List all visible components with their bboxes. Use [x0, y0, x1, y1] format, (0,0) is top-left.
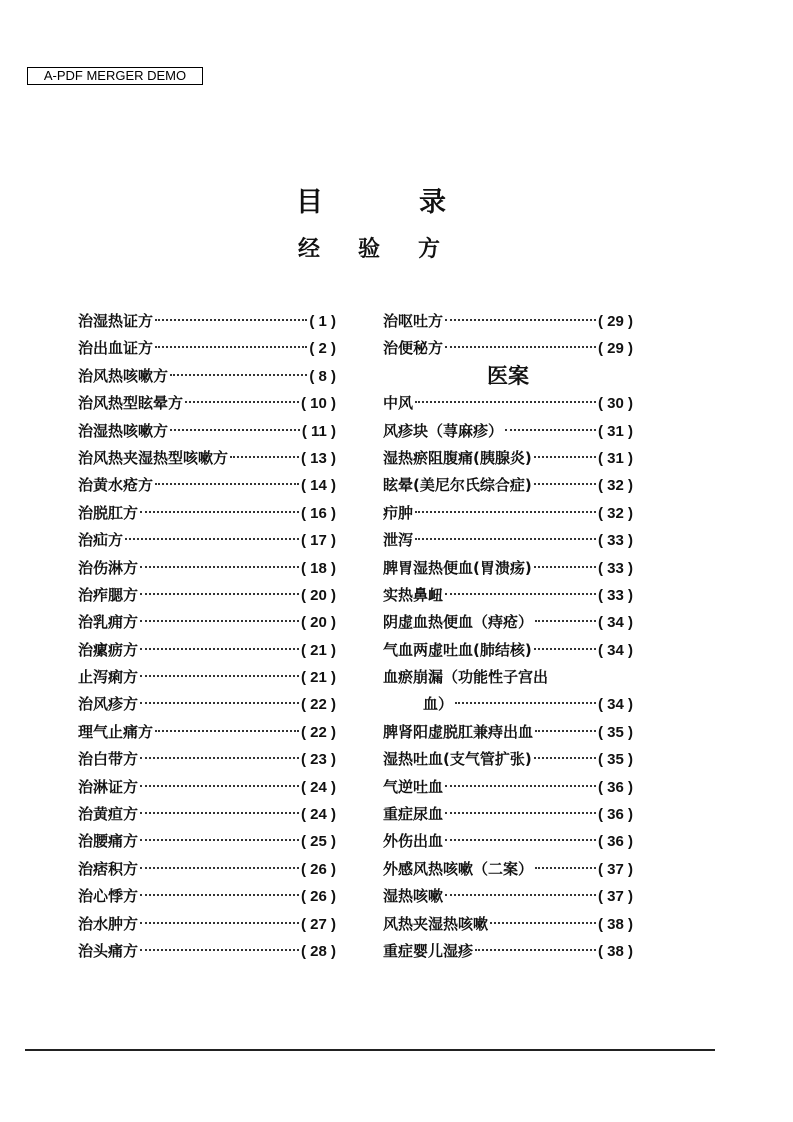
page-title — [296, 180, 446, 219]
entry-page-number: ( 16 ) — [300, 504, 336, 522]
entry-page-number: ( 20 ) — [300, 614, 336, 632]
title-char: 目 — [296, 187, 323, 218]
dot-leader — [535, 730, 596, 732]
entry-page-number: ( 26 ) — [300, 888, 336, 906]
entry-title: 治疝方 — [78, 531, 124, 550]
toc-entry[interactable] — [78, 445, 336, 472]
entry-title: 治黄疸方 — [78, 805, 139, 824]
entry-page-number: ( 32 ) — [597, 504, 633, 522]
entry-title: 中风 — [383, 394, 414, 413]
watermark-label: A-PDF MERGER DEMO — [27, 67, 203, 85]
entry-title-cont: 血） — [423, 695, 454, 714]
entry-title: 湿热瘀阻腹痛(胰腺炎) — [383, 448, 532, 467]
dot-leader — [534, 456, 596, 458]
dot-leader — [140, 702, 299, 704]
entry-page-number: ( 34 ) — [597, 614, 633, 632]
entry-page-number: ( 37 ) — [597, 860, 633, 878]
entry-page-number: ( 30 ) — [597, 395, 633, 413]
dot-leader — [140, 566, 299, 568]
dot-leader — [170, 374, 307, 376]
entry-title: 治乳痈方 — [78, 613, 139, 632]
entry-title: 治白带方 — [78, 750, 139, 769]
entry-page-number: ( 32 ) — [597, 477, 633, 495]
toc-entry[interactable] — [383, 719, 633, 746]
entry-page-number: ( 18 ) — [300, 559, 336, 577]
entry-page-number: ( 36 ) — [597, 778, 633, 796]
entry-title: 治瘰疬方 — [78, 640, 139, 659]
toc-entry[interactable] — [383, 472, 633, 499]
dot-leader — [140, 675, 299, 677]
entry-title: 治痄腮方 — [78, 585, 139, 604]
toc-entry[interactable] — [78, 938, 336, 965]
toc-entry[interactable] — [383, 527, 633, 554]
dot-leader — [445, 593, 596, 595]
dot-leader — [445, 839, 596, 841]
toc-entry[interactable] — [383, 828, 633, 855]
entry-title: 外感风热咳嗽（二案） — [383, 859, 534, 878]
toc-entry[interactable] — [78, 308, 336, 335]
entry-page-number: ( 23 ) — [300, 751, 336, 769]
entry-page-number: ( 37 ) — [597, 888, 633, 906]
entry-page-number: ( 2 ) — [309, 340, 336, 358]
entry-page-number: ( 22 ) — [300, 696, 336, 714]
entry-title: 治呕吐方 — [383, 312, 444, 330]
entry-page-number: ( 34 ) — [597, 696, 633, 714]
entry-page-number: ( 20 ) — [300, 586, 336, 604]
toc-entry[interactable] — [78, 828, 336, 855]
entry-title: 治湿热证方 — [78, 312, 154, 330]
toc-entry[interactable] — [383, 500, 633, 527]
dot-leader — [475, 949, 596, 951]
entry-page-number: ( 36 ) — [597, 833, 633, 851]
entry-page-number: ( 27 ) — [300, 915, 336, 933]
entry-page-number: ( 34 ) — [597, 641, 633, 659]
section-heading-yian: 医案 — [487, 363, 529, 388]
toc-entry[interactable] — [383, 664, 633, 691]
toc-entry[interactable] — [78, 418, 336, 445]
toc-entry[interactable] — [383, 308, 633, 335]
dot-leader — [140, 620, 299, 622]
entry-title: 实热鼻衄 — [383, 585, 444, 604]
entry-page-number: ( 24 ) — [300, 778, 336, 796]
dot-leader — [140, 511, 299, 513]
dot-leader — [445, 346, 596, 348]
entry-page-number: ( 33 ) — [597, 559, 633, 577]
entry-title: 治风热型眩晕方 — [78, 394, 184, 413]
toc-entry[interactable] — [78, 390, 336, 417]
dot-leader — [534, 566, 596, 568]
entry-page-number: ( 13 ) — [300, 449, 336, 467]
entry-title: 治黄水疮方 — [78, 476, 154, 495]
dot-leader — [535, 620, 596, 622]
toc-entry[interactable] — [78, 774, 336, 801]
entry-title: 治水肿方 — [78, 914, 139, 933]
entry-page-number: ( 31 ) — [597, 449, 633, 467]
entry-page-number: ( 29 ) — [597, 313, 633, 330]
entry-page-number: ( 14 ) — [300, 477, 336, 495]
toc-entry[interactable] — [78, 746, 336, 773]
entry-title: 重症尿血 — [383, 805, 444, 824]
entry-title: 阴虚血热便血（痔疮） — [383, 613, 534, 632]
entry-title: 重症婴儿湿疹 — [383, 941, 474, 960]
dot-leader — [125, 538, 299, 540]
toc-entry-continuation[interactable] — [383, 691, 633, 718]
entry-title: 治痞积方 — [78, 859, 139, 878]
dot-leader — [140, 922, 299, 924]
toc-entry[interactable] — [78, 500, 336, 527]
toc-entry[interactable] — [383, 938, 633, 965]
entry-page-number: ( 38 ) — [597, 915, 633, 933]
dot-leader — [140, 949, 299, 951]
toc-entry[interactable] — [383, 637, 633, 664]
entry-title: 治腰痛方 — [78, 832, 139, 851]
toc-entry[interactable] — [78, 472, 336, 499]
dot-leader — [185, 401, 299, 403]
title-char: 录 — [419, 187, 446, 218]
toc-entry[interactable] — [383, 335, 633, 362]
toc-entry[interactable] — [383, 801, 633, 828]
entry-page-number: ( 24 ) — [300, 806, 336, 824]
entry-page-number: ( 21 ) — [300, 669, 336, 687]
section-title-jingyanfang — [298, 232, 440, 263]
toc-entry[interactable] — [78, 609, 336, 636]
entry-title: 血瘀崩漏（功能性子宫出 — [383, 668, 549, 687]
dot-leader — [535, 867, 596, 869]
toc-entry[interactable] — [78, 555, 336, 582]
dot-leader — [445, 785, 596, 787]
dot-leader — [140, 648, 299, 650]
toc-entry[interactable] — [78, 664, 336, 691]
toc-right-column — [383, 308, 633, 965]
entry-page-number: ( 36 ) — [597, 806, 633, 824]
entry-title: 治风热咳嗽方 — [78, 366, 169, 385]
entry-title: 外伤出血 — [383, 832, 444, 851]
toc-entry[interactable] — [383, 445, 633, 472]
entry-page-number: ( 10 ) — [300, 395, 336, 413]
entry-page-number: ( 11 ) — [301, 422, 336, 440]
entry-title: 治脱肛方 — [78, 503, 139, 522]
toc-entry[interactable] — [383, 774, 633, 801]
subtitle-char: 经 — [298, 237, 321, 262]
entry-title: 治湿热咳嗽方 — [78, 421, 169, 440]
subtitle-char: 方 — [417, 237, 440, 262]
entry-page-number: ( 38 ) — [597, 942, 633, 960]
entry-title: 脾胃湿热便血(胃溃疡) — [383, 558, 532, 577]
dot-leader — [140, 757, 299, 759]
dot-leader — [534, 757, 596, 759]
entry-title: 脾肾阳虚脱肛兼痔出血 — [383, 722, 534, 741]
entry-title: 泄泻 — [383, 531, 414, 550]
entry-page-number: ( 8 ) — [309, 367, 336, 385]
dot-leader — [455, 702, 596, 704]
dot-leader — [415, 538, 596, 540]
toc-entry[interactable] — [383, 555, 633, 582]
dot-leader — [415, 511, 596, 513]
entry-page-number: ( 28 ) — [300, 942, 336, 960]
entry-page-number: ( 29 ) — [597, 340, 633, 358]
toc-entry[interactable] — [78, 911, 336, 938]
toc-entry[interactable] — [78, 527, 336, 554]
dot-leader — [155, 319, 307, 321]
toc-entry[interactable] — [78, 691, 336, 718]
toc-entry[interactable] — [383, 418, 633, 445]
dot-leader — [230, 456, 299, 458]
toc-entry[interactable] — [78, 801, 336, 828]
toc-entry[interactable] — [78, 856, 336, 883]
dot-leader — [170, 429, 300, 431]
entry-title: 理气止痛方 — [78, 722, 154, 741]
entry-title: 治伤淋方 — [78, 558, 139, 577]
toc-left-column — [78, 308, 336, 965]
entry-title: 治风疹方 — [78, 695, 139, 714]
entry-page-number: ( 1 ) — [309, 313, 336, 330]
dot-leader — [140, 785, 299, 787]
entry-title: 气逆吐血 — [383, 777, 444, 796]
entry-title: 止泻痢方 — [78, 668, 139, 687]
entry-page-number: ( 25 ) — [300, 833, 336, 851]
dot-leader — [155, 730, 299, 732]
toc-entry[interactable] — [78, 363, 336, 390]
entry-page-number: ( 31 ) — [597, 422, 633, 440]
bottom-rule — [25, 1049, 715, 1051]
entry-title: 风热夹湿热咳嗽 — [383, 914, 489, 933]
dot-leader — [155, 346, 307, 348]
entry-title: 风疹块（荨麻疹） — [383, 421, 504, 440]
toc-entry[interactable] — [78, 582, 336, 609]
toc-entry[interactable] — [383, 746, 633, 773]
entry-title: 治头痛方 — [78, 941, 139, 960]
entry-title: 治出血证方 — [78, 339, 154, 358]
entry-title: 治便秘方 — [383, 339, 444, 358]
dot-leader — [140, 867, 299, 869]
entry-title: 治淋证方 — [78, 777, 139, 796]
dot-leader — [534, 648, 596, 650]
entry-page-number: ( 21 ) — [300, 641, 336, 659]
toc-entry[interactable] — [383, 390, 633, 417]
entry-title: 疖肿 — [383, 503, 414, 522]
subtitle-char: 验 — [357, 237, 380, 262]
entry-page-number: ( 22 ) — [300, 723, 336, 741]
toc-entry[interactable] — [383, 582, 633, 609]
toc-entry[interactable] — [78, 883, 336, 910]
dot-leader — [534, 483, 596, 485]
entry-page-number: ( 26 ) — [300, 860, 336, 878]
dot-leader — [140, 894, 299, 896]
dot-leader — [445, 894, 596, 896]
dot-leader — [505, 429, 596, 431]
entry-title: 眩晕(美尼尔氏综合症) — [383, 476, 532, 495]
toc-entry[interactable] — [383, 609, 633, 636]
entry-title: 湿热咳嗽 — [383, 887, 444, 906]
toc-entry[interactable] — [383, 911, 633, 938]
entry-title: 气血两虚吐血(肺结核) — [383, 640, 532, 659]
toc-entry[interactable] — [78, 335, 336, 362]
entry-title: 湿热吐血(支气管扩张) — [383, 750, 532, 769]
dot-leader — [140, 593, 299, 595]
entry-title: 治心悸方 — [78, 887, 139, 906]
entry-page-number: ( 35 ) — [597, 723, 633, 741]
entry-page-number: ( 33 ) — [597, 586, 633, 604]
toc-entry[interactable] — [383, 856, 633, 883]
entry-page-number: ( 33 ) — [597, 532, 633, 550]
toc-entry[interactable] — [78, 719, 336, 746]
dot-leader — [490, 922, 596, 924]
entry-page-number: ( 35 ) — [597, 751, 633, 769]
dot-leader — [445, 319, 596, 321]
entry-page-number: ( 17 ) — [300, 532, 336, 550]
dot-leader — [140, 812, 299, 814]
entry-title: 治风热夹湿热型咳嗽方 — [78, 448, 229, 467]
toc-entry[interactable] — [78, 637, 336, 664]
dot-leader — [155, 483, 299, 485]
dot-leader — [445, 812, 596, 814]
toc-entry[interactable] — [383, 883, 633, 910]
dot-leader — [415, 401, 596, 403]
dot-leader — [140, 839, 299, 841]
